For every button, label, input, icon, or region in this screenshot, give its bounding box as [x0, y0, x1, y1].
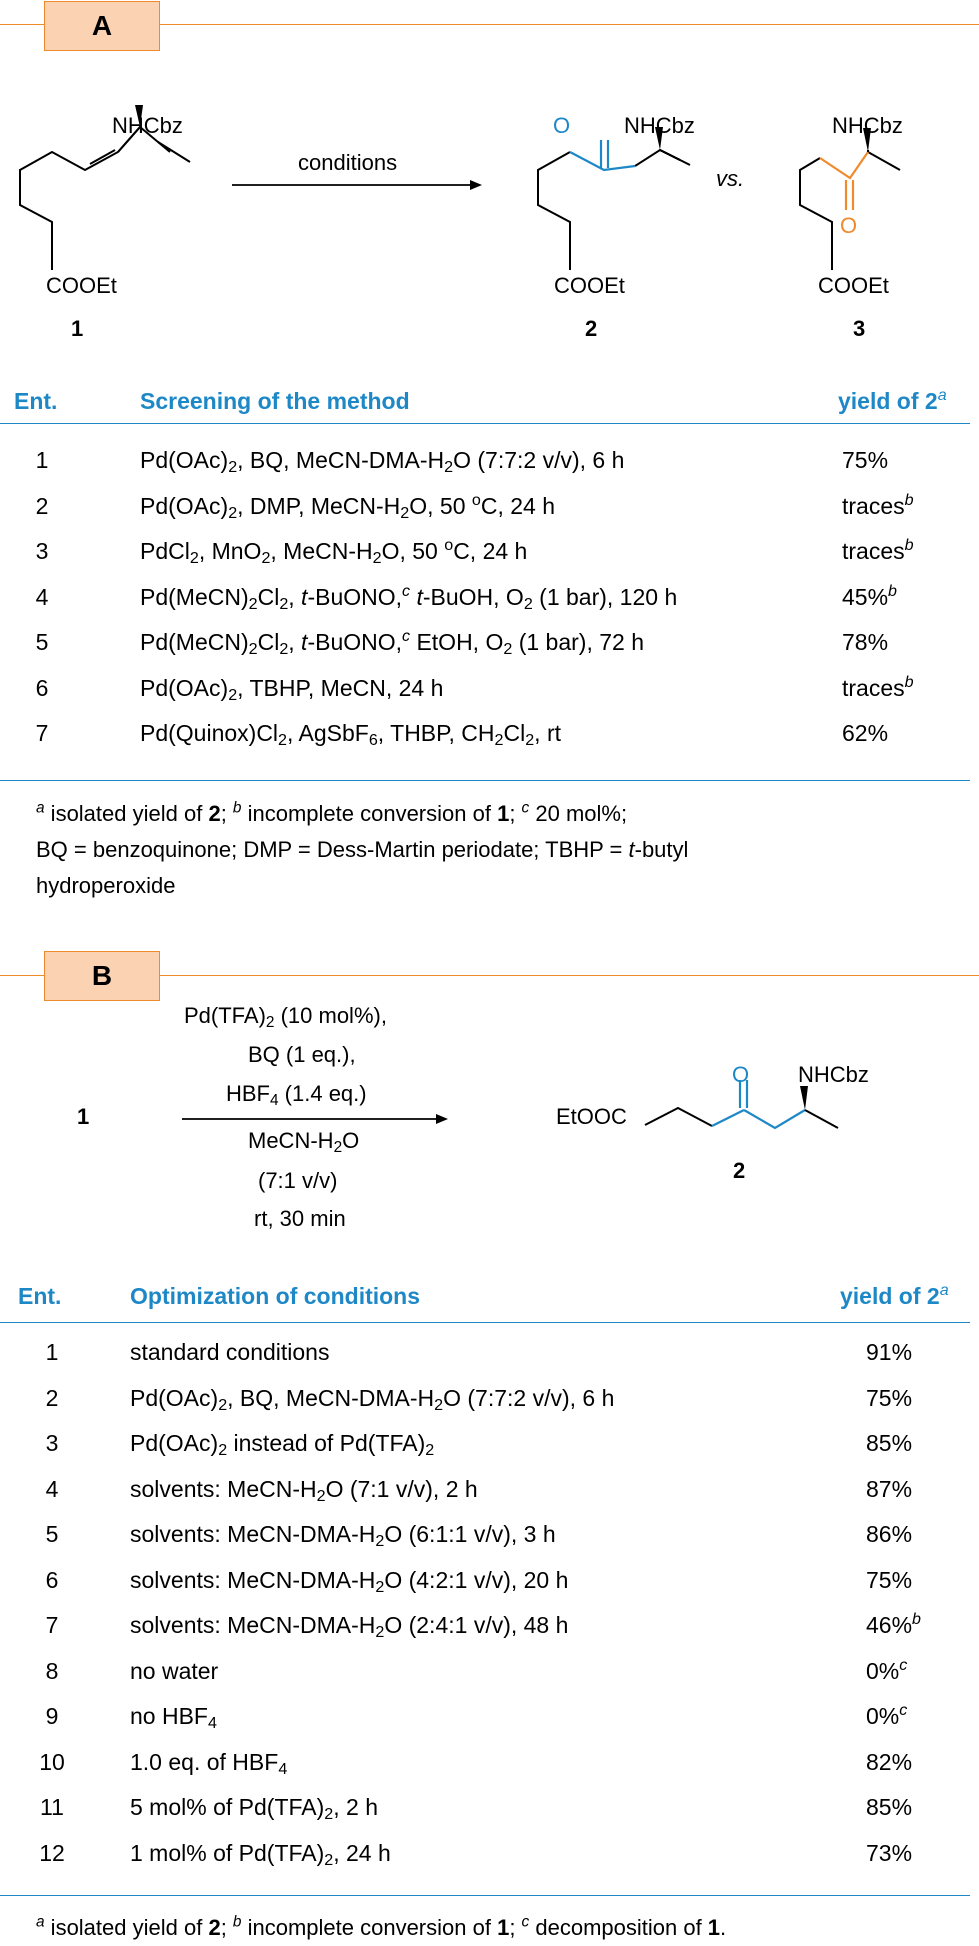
scheme-b-ketone-o: O	[732, 1062, 750, 1087]
table-b-header-desc: Optimization of conditions	[130, 1283, 421, 1309]
table-b-row-11-entry: 11	[40, 1794, 64, 1820]
table-a-row-4-description: $Pd(MeCN)_2Cl_2$, t-BuONO,$^c$ t-BuOH, $O_2$ (1 bar), 120 h	[140, 581, 678, 613]
table-a-row-7-entry: 7	[35, 720, 49, 746]
panel-a-label: A	[44, 1, 160, 51]
table-a-row-3-description: PdCl$_2$, MnO$_2$, MeCN-$H_2O$, 50 $^o$C, 24 h	[140, 536, 528, 568]
cmpd3-ketone-o: O	[840, 213, 858, 238]
cmpd1-nhcbz: NHCbz	[112, 113, 183, 138]
cmpd2-ketone-o: O	[553, 113, 571, 138]
table-a-row-4-yield: 45%$^b$	[842, 581, 897, 610]
cmpd3-cooet: COOEt	[818, 273, 889, 298]
scheme-b-cond3: $HBF_4$ (1.4 eq.)	[226, 1081, 367, 1109]
table-b-row-7-description: solvents: MeCN-$DMA-H_2O$ (2:4:1 v/v), 48 h	[130, 1612, 569, 1642]
table-b-row-9-entry: 9	[45, 1703, 59, 1729]
scheme-b-nhcbz: NHCbz	[798, 1062, 869, 1087]
table-b-row-10-description: 1.0 eq. of $HBF_4$	[130, 1748, 288, 1778]
table-b-header-rule	[0, 1322, 970, 1323]
scheme-b-cond5: (7:1 v/v)	[258, 1168, 338, 1193]
table-b-row-11-yield: 85%	[866, 1794, 913, 1820]
table-b-row-11-description: 5 mol% of $Pd(TFA)_2$, 2 h	[130, 1794, 378, 1824]
table-b-row-3-description: $Pd(OAc)_2$ instead of $Pd(TFA)_2$	[130, 1430, 435, 1460]
table-a-row-6-entry: 6	[35, 674, 49, 701]
table-a-row-3-entry: 3	[35, 538, 49, 564]
table-b-header-entry: Ent.	[18, 1283, 62, 1309]
scheme-b-reactant: 1	[77, 1104, 90, 1129]
table-b-footnote: $^a$ isolated yield of 2; $^b$ incomplete conversion of 1; $^c$ decomposition of 1.	[36, 1913, 727, 1940]
table-b-row-4-description: solvents: MeCN-$H_2O$ (7:1 v/v), 2 h	[130, 1475, 478, 1505]
table-a-row-7-yield: 62%	[842, 720, 889, 746]
table-b-row-12-description: 1 mol% of $Pd(TFA)_2$, 24 h	[130, 1839, 391, 1869]
table-b-row-10-entry: 10	[39, 1748, 65, 1775]
table-b-row-2-description: $Pd(OAc)_2$, BQ, MeCN-$DMA-H_2O$ (7:7:2 v/v), 6 h	[130, 1384, 615, 1414]
footnote-a-line1: $^a$ isolated yield of 2; $^b$ incomplete conversion of 1; $^c$ 20 mol%;	[36, 799, 628, 826]
table-a-row-6-yield: traces$^b$	[842, 672, 914, 701]
arrow-conditions-label: conditions	[298, 150, 398, 175]
table-b-row-2-yield: 75%	[866, 1384, 913, 1411]
scheme-b-cond6: rt, 30 min	[254, 1206, 346, 1231]
table-b-row-5-yield: 86%	[866, 1521, 913, 1547]
cmpd3-number: 3	[853, 316, 866, 341]
cmpd1-cooet: COOEt	[46, 273, 117, 298]
table-b-row-9-yield: 0%$^c$	[866, 1701, 908, 1729]
table-b-row-5-description: solvents: MeCN-$DMA-H_2O$ (6:1:1 v/v), 3 h	[130, 1521, 556, 1551]
table-a-row-1-yield: 75%	[842, 447, 889, 473]
table-b-bottom-rule	[0, 1895, 970, 1896]
table-b-row-12-yield: 73%	[866, 1839, 913, 1866]
table-a-header-entry: Ent.	[14, 388, 58, 414]
table-b-row-4-yield: 87%	[866, 1475, 913, 1502]
scheme-b-cond4: MeCN-$H_2O$	[248, 1128, 360, 1156]
scheme-b-cond2: BQ (1 eq.),	[248, 1042, 356, 1067]
cmpd2-number: 2	[585, 316, 598, 341]
cmpd1-number: 1	[71, 316, 84, 341]
table-b-row-6-entry: 6	[45, 1566, 59, 1593]
table-b-row-9-description: no $HBF_4$	[130, 1703, 217, 1733]
table-a-row-1-description: $Pd(OAc)_2$, BQ, MeCN-$DMA-H_2O$ (7:7:2 v/v), 6 h	[140, 447, 625, 477]
footnote-a-line2: BQ = benzoquinone; DMP = Dess-Martin periodate; TBHP = t-butyl	[36, 837, 689, 862]
table-b-row-8-description: no water	[130, 1657, 219, 1684]
table-a-row-6-description: $Pd(OAc)_2$, TBHP, MeCN, 24 h	[140, 674, 444, 704]
table-a-row-5-description: $Pd(MeCN)_2Cl_2$, t-BuONO,$^c$ EtOH, $O_2$ (1 bar), 72 h	[140, 627, 644, 659]
table-a-row-1-entry: 1	[35, 447, 49, 473]
table-a-row-5-entry: 5	[35, 629, 49, 655]
table-b-row-1-entry: 1	[45, 1339, 59, 1365]
vs-label: vs.	[716, 166, 745, 191]
table-a-row-7-description: $Pd(Quinox)Cl_2$, AgSbF$_6$, THBP, $CH_2Cl_2$, rt	[140, 720, 562, 750]
table-b-row-3-entry: 3	[45, 1430, 59, 1456]
table-a-header-yield: yield of 2$^a$	[838, 386, 947, 414]
table-a-row-2-yield: traces$^b$	[842, 490, 914, 519]
table-b-row-4-entry: 4	[45, 1475, 59, 1502]
table-b-row-1-yield: 91%	[866, 1339, 913, 1365]
table-b-row-1-description: standard conditions	[130, 1339, 330, 1365]
cmpd2-cooet: COOEt	[554, 273, 625, 298]
table-b-row-8-entry: 8	[45, 1657, 59, 1684]
table-b-row-8-yield: 0%$^c$	[866, 1655, 908, 1684]
cmpd2-nhcbz: NHCbz	[624, 113, 695, 138]
table-a-row-2-entry: 2	[35, 492, 49, 519]
table-b-row-5-entry: 5	[45, 1521, 59, 1547]
table-b-row-12-entry: 12	[39, 1839, 65, 1866]
panel-b-label: B	[44, 951, 160, 1001]
table-a-row-3-yield: traces$^b$	[842, 536, 914, 564]
table-a-row-5-yield: 78%	[842, 629, 889, 655]
table-b-row-2-entry: 2	[45, 1384, 59, 1411]
table-b-row-6-yield: 75%	[866, 1566, 913, 1593]
table-b-row-3-yield: 85%	[866, 1430, 913, 1456]
table-b-row-7-entry: 7	[45, 1612, 59, 1638]
scheme-b-product: 2	[733, 1158, 746, 1183]
table-a-row-2-description: $Pd(OAc)_2$, DMP, MeCN-$H_2O$, 50 $^o$C, 24 h	[140, 490, 556, 522]
table-b-row-10-yield: 82%	[866, 1748, 913, 1775]
scheme-b-ester: EtOOC	[556, 1104, 627, 1129]
table-b-row-7-yield: 46%$^b$	[866, 1610, 921, 1638]
table-b-row-6-description: solvents: MeCN-$DMA-H_2O$ (4:2:1 v/v), 20 h	[130, 1566, 569, 1596]
table-b-header-yield: yield of 2$^a$	[840, 1281, 949, 1309]
footnote-a-line3: hydroperoxide	[36, 873, 176, 898]
scheme-b-cond1: $Pd(TFA)_2$ (10 mol%),	[184, 1003, 387, 1031]
table-a-header-desc: Screening of the method	[140, 388, 410, 414]
cmpd3-nhcbz: NHCbz	[832, 113, 903, 138]
table-a-row-4-entry: 4	[35, 583, 49, 610]
